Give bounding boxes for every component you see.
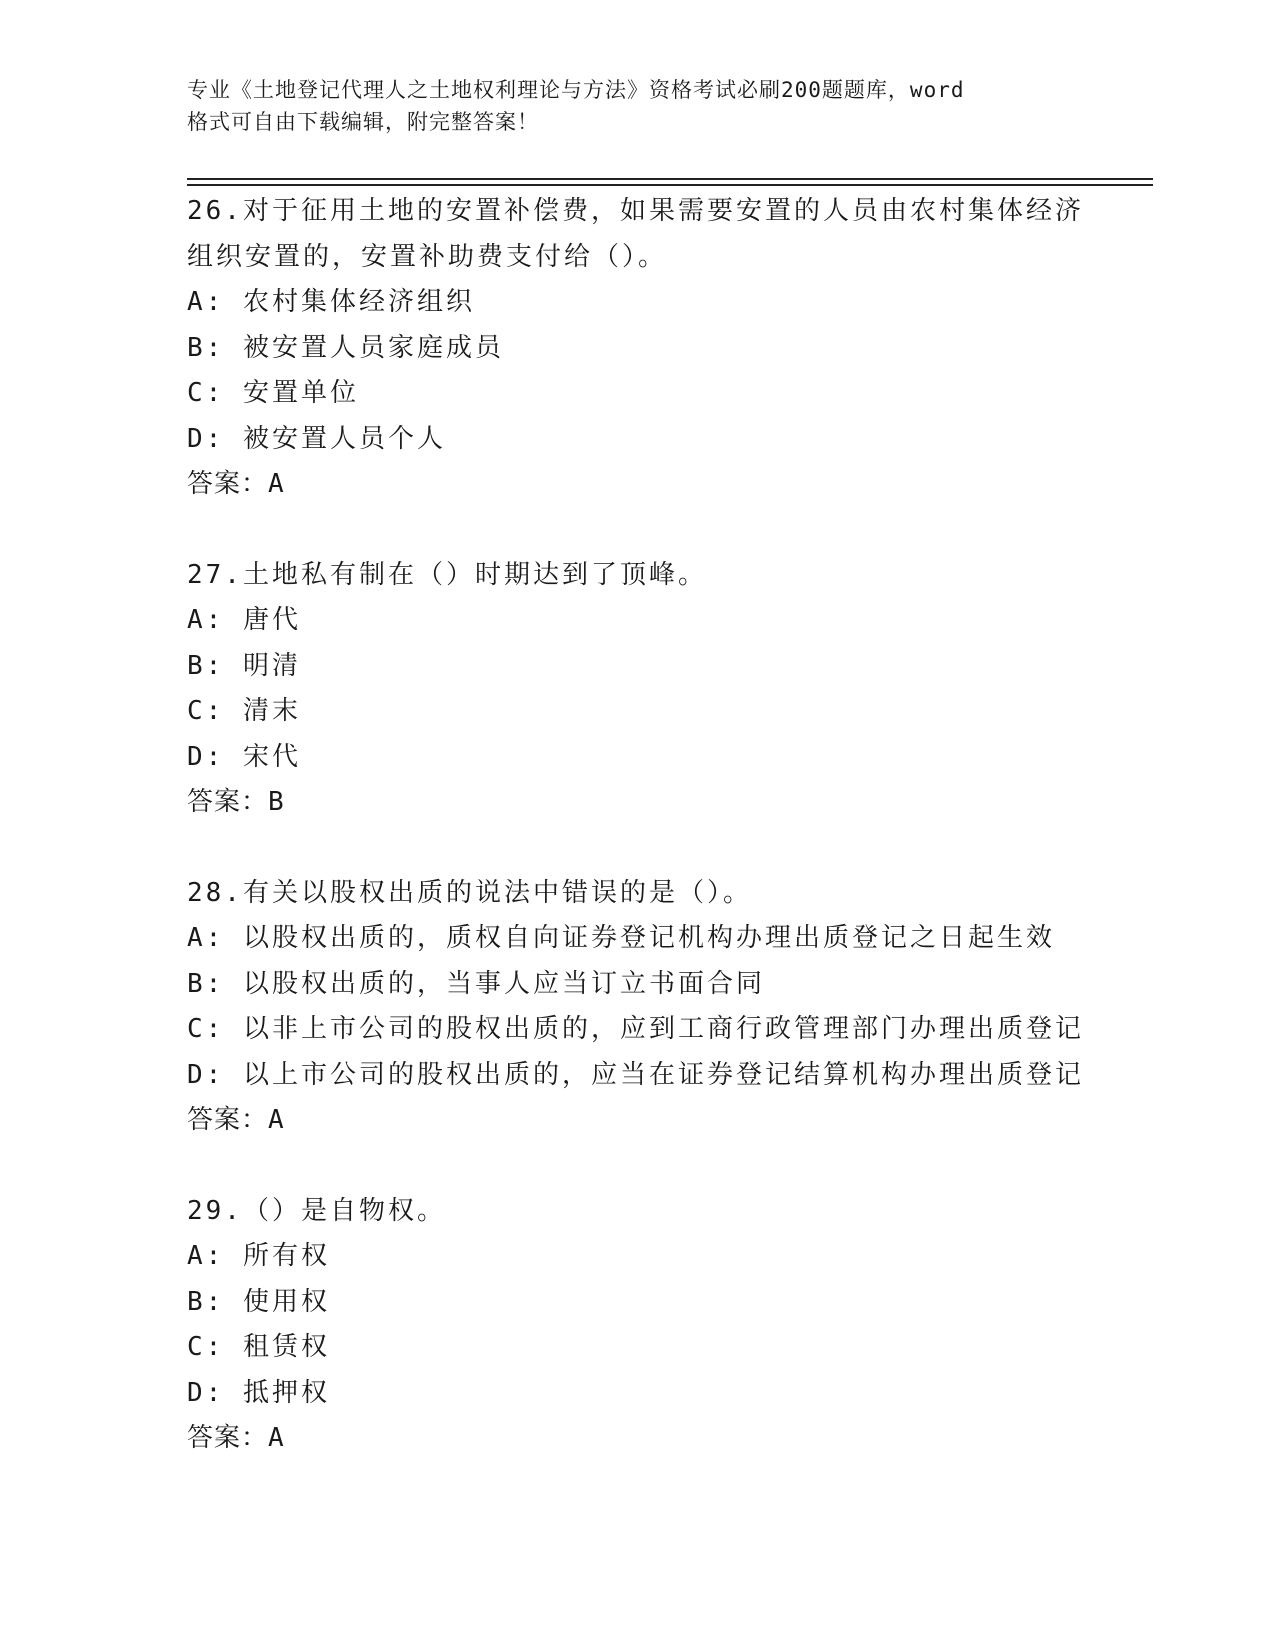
header-line-2: 格式可自由下载编辑，附完整答案！ — [187, 110, 539, 134]
answer-label: 答案： — [187, 1105, 269, 1135]
answer-line — [187, 1416, 1147, 1462]
option-d: D: 抵押权 — [187, 1377, 330, 1408]
question-stem: 27.土地私有制在（）时期达到了顶峰。 — [187, 559, 707, 590]
header-line-1: 专业《土地登记代理人之土地权利理论与方法》资格考试必刷200题题库，word — [187, 78, 965, 102]
document-header — [187, 74, 1087, 138]
answer-value: A — [268, 1423, 285, 1453]
question-block — [187, 1189, 1147, 1462]
option-d: D: 宋代 — [187, 741, 301, 772]
question-stem: 28.有关以股权出质的说法中错误的是（）。 — [187, 877, 752, 908]
question-stem: 29.（）是自物权。 — [187, 1195, 446, 1226]
option-a: A: 农村集体经济组织 — [187, 287, 475, 317]
question-stem: 26.对于征用土地的安置补偿费，如果需要安置的人员由农村集体经济 — [187, 196, 1084, 226]
answer-label: 答案： — [187, 469, 269, 499]
question-block — [187, 871, 1147, 1144]
header-divider-top — [187, 178, 1153, 180]
question-stem: 组织安置的，安置补助费支付给（）。 — [187, 241, 668, 272]
answer-value: B — [268, 787, 285, 817]
option-a: A: 唐代 — [187, 605, 301, 635]
header-divider-bottom — [187, 184, 1153, 186]
option-d: D: 以上市公司的股权出质的，应当在证券登记结算机构办理出质登记 — [187, 1059, 1084, 1090]
option-c: C: 清末 — [187, 696, 301, 726]
option-b: B: 以股权出质的，当事人应当订立书面合同 — [187, 968, 765, 999]
option-b: B: 使用权 — [187, 1286, 330, 1317]
answer-line — [187, 1098, 1147, 1144]
answer-label: 答案： — [187, 1423, 269, 1453]
option-a: A: 所有权 — [187, 1241, 330, 1271]
question-block — [187, 189, 1147, 508]
option-c: C: 租赁权 — [187, 1332, 330, 1362]
answer-value: A — [268, 1105, 285, 1135]
option-c: C: 安置单位 — [187, 378, 359, 408]
question-block — [187, 553, 1147, 826]
option-a: A: 以股权出质的，质权自向证券登记机构办理出质登记之日起生效 — [187, 923, 1055, 953]
option-b: B: 明清 — [187, 650, 301, 681]
option-d: D: 被安置人员个人 — [187, 423, 446, 454]
option-c: C: 以非上市公司的股权出质的，应到工商行政管理部门办理出质登记 — [187, 1014, 1084, 1044]
answer-label: 答案： — [187, 787, 269, 817]
option-b: B: 被安置人员家庭成员 — [187, 332, 504, 363]
answer-value: A — [268, 469, 285, 499]
answer-line — [187, 780, 1147, 826]
answer-line — [187, 462, 1147, 508]
question-list — [187, 189, 1147, 1507]
